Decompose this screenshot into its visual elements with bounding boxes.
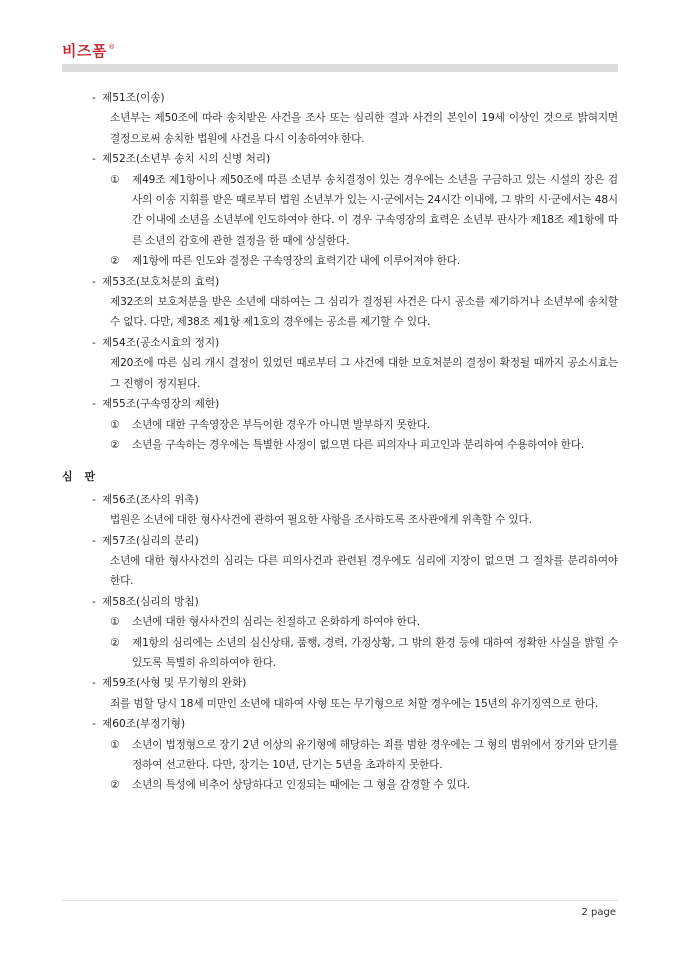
dash-bullet: - [92, 677, 96, 690]
clause-text: 소년의 특성에 비추어 상당하다고 인정되는 때에는 그 형을 감경할 수 있다. [132, 779, 470, 792]
article-paragraph: 소년부는 제50조에 따라 송치받은 사건을 조사 또는 심리한 결과 사건의 본인이 19세 이상인 것으로 밝혀지면 결정으로써 송치한 법원에 사건을 다시 이송하여야 한다. [110, 112, 618, 145]
article-title-text: 제57조(심리의 분리) [102, 534, 199, 547]
article-title [62, 394, 618, 414]
dash-bullet: - [92, 275, 96, 288]
footer-divider [62, 900, 618, 901]
article-title-text: 제58조(심리의 방침) [102, 595, 199, 608]
numbered-clause [62, 251, 618, 271]
article-title [62, 592, 618, 612]
clause-text: 제1항의 심리에는 소년의 심신상태, 품행, 경력, 가정상황, 그 밖의 환경 등에 대하여 정확한 사실을 밝힐 수 있도록 특별히 유의하여야 한다. [132, 636, 618, 669]
dash-bullet: - [92, 92, 96, 104]
numbered-clause [62, 170, 618, 252]
section-heading: 심 판 [62, 470, 100, 484]
article-title-text: 제56조(조사의 위촉) [102, 493, 199, 506]
clause-text: 소년에 대한 형사사건의 심리는 친절하고 온화하게 하여야 한다. [132, 616, 420, 629]
article-paragraph: 제20조에 따른 심리 개시 결정이 있었던 때로부터 그 사건에 대한 보호처분의 결정이 확정될 때까지 공소시효는 그 진행이 정지된다. [110, 357, 618, 390]
clause-number: ② [110, 438, 120, 451]
logo-text: 비즈폼 [62, 42, 107, 60]
clause-text: 소년이 법정형으로 장기 2년 이상의 유기형에 해당하는 죄를 범한 경우에는 그 형의 범위에서 장기와 단기를 정하여 선고한다. 다만, 장기는 10년, 단기는 5년을 초과하지 못한다. [132, 738, 618, 771]
article-title-text: 제60조(부정기형) [102, 718, 186, 731]
article-title [62, 272, 618, 292]
clause-number: ① [110, 173, 120, 186]
registered-mark: ® [107, 43, 115, 51]
article-title-text: 제54조(공소시효의 정지) [102, 336, 220, 349]
clause-number: ① [110, 738, 120, 751]
article-title-text: 제53조(보호처분의 효력) [102, 275, 220, 288]
numbered-clause [62, 633, 618, 674]
clause-text: 소년에 대한 구속영장은 부득이한 경우가 아니면 발부하지 못한다. [132, 418, 430, 431]
article-paragraph: 소년에 대한 형사사건의 심리는 다른 피의사건과 관련된 경우에도 심리에 지장이 없으면 그 절차를 분리하여야 한다. [110, 554, 618, 588]
article-title-text: 제59조(사형 및 무기형의 완화) [102, 677, 247, 690]
article-title-text: 제51조(이송) [102, 92, 165, 104]
clause-text: 제1항에 따른 인도와 결정은 구속영장의 효력기간 내에 이루어져야 한다. [132, 255, 460, 268]
article-title [62, 531, 618, 551]
clause-number: ① [110, 418, 120, 431]
numbered-clause [62, 435, 618, 455]
clause-number: ② [110, 255, 120, 268]
header-divider [62, 64, 618, 72]
article-title [62, 149, 618, 169]
clause-number: ② [110, 779, 120, 792]
dash-bullet: - [92, 595, 96, 608]
numbered-clause [62, 775, 618, 795]
clause-text: 제49조 제1항이나 제50조에 따른 소년부 송치결정이 있는 경우에는 소년을 구금하고 있는 시설의 장은 검사의 이송 지휘를 받은 때로부터 법원 소년부가 있는 시·군에서는 24시간 이내에, 그 밖의 시·군에서는 48시간 이내에 소년을 소년부에 인도하여야 한다. 이 경우 구속영장의 효력은 소년부 판사가 제18조 제1항에 따른 소년의 감호에 관한 결정을 한 때에 상실한다. [132, 173, 618, 247]
page-number: 2 page [581, 907, 616, 918]
dash-bullet: - [92, 493, 96, 506]
article-title-text: 제52조(소년부 송치 시의 신병 처리) [102, 153, 271, 166]
document-body [62, 88, 618, 796]
clause-number: ② [110, 636, 120, 649]
numbered-clause [62, 735, 618, 776]
dash-bullet: - [92, 534, 96, 547]
article-title [62, 714, 618, 734]
article-paragraph: 법원은 소년에 대한 형사사건에 관하여 필요한 사항을 조사하도록 조사관에게 위촉할 수 있다. [110, 514, 532, 527]
clause-text: 소년을 구속하는 경우에는 특별한 사정이 없으면 다른 피의자나 피고인과 분리하여 수용하여야 한다. [132, 438, 585, 451]
dash-bullet: - [92, 153, 96, 166]
article-title [62, 88, 618, 108]
article-paragraph: 죄를 범할 당시 18세 미만인 소년에 대하여 사형 또는 무기형으로 처할 경우에는 15년의 유기징역으로 한다. [110, 697, 599, 710]
dash-bullet: - [92, 398, 96, 411]
article-title [62, 673, 618, 693]
bizform-logo [62, 42, 115, 60]
clause-number: ① [110, 616, 120, 629]
dash-bullet: - [92, 718, 96, 731]
article-paragraph: 제32조의 보호처분을 받은 소년에 대하여는 그 심리가 결정된 사건은 다시 공소를 제기하거나 소년부에 송치할 수 없다. 다만, 제38조 제1항 제1호의 경우에는 공소를 제기할 수 있다. [110, 296, 618, 329]
article-title-text: 제55조(구속영장의 제한) [102, 398, 220, 411]
numbered-clause [62, 415, 618, 435]
article-title [62, 490, 618, 510]
numbered-clause [62, 612, 618, 632]
dash-bullet: - [92, 336, 96, 349]
article-title [62, 333, 618, 353]
